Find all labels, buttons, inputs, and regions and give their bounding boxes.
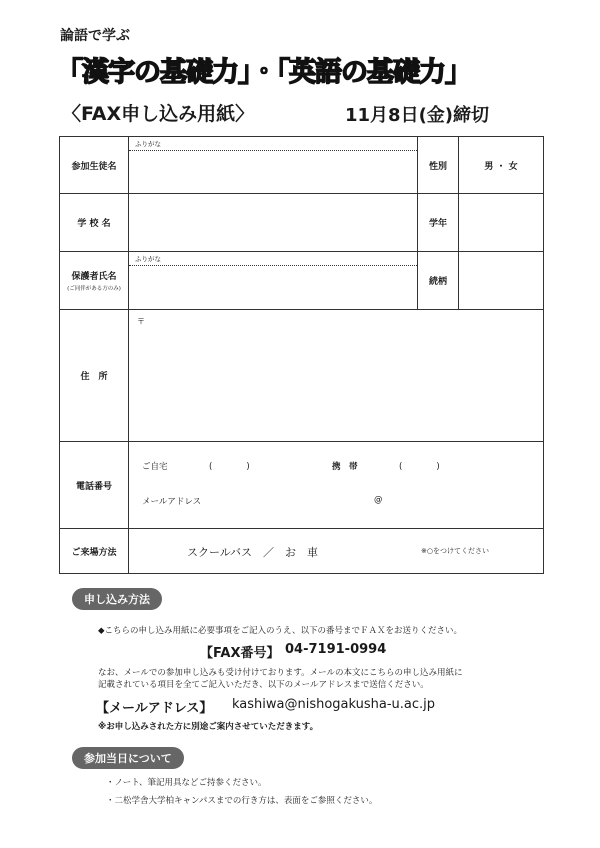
fax-label: 【FAX番号】 xyxy=(200,646,280,661)
student-name-label: 参加生徒名 xyxy=(60,137,129,194)
form-title: 〈FAX申し込み用紙〉 xyxy=(62,103,255,125)
apply-method-heading: 申し込み方法 xyxy=(72,588,162,610)
deadline: 11月8日(金)締切 xyxy=(345,105,490,126)
apply-instruction: ◆こちらの申し込み用紙に必要事項をご記入のうえ、以下の番号までＦＡＸをお送りください。 xyxy=(98,626,463,636)
event-day-item-1: ・ノート、筆記用具などご持参ください。 xyxy=(106,778,267,788)
mobile-paren: ( ) xyxy=(399,462,440,472)
mobile-label: 携 帯 xyxy=(332,462,358,472)
gender-choice[interactable]: 男 ・ 女 xyxy=(459,137,544,194)
guardian-label: 保護者氏名 xyxy=(71,272,117,282)
school-label: 学 校 名 xyxy=(60,194,129,252)
transport-label: ご来場方法 xyxy=(60,529,129,574)
mail-note-line-2: 記載されている項目を全てご記入いただき、以下のメールアドレスまで送信ください。 xyxy=(98,680,429,690)
relation-label: 続柄 xyxy=(418,252,459,310)
guardian-label-cell xyxy=(60,252,129,310)
confirm-note: ※お申し込みされた方に別途ご案内させていただきます。 xyxy=(98,722,319,732)
relation-field[interactable] xyxy=(459,252,544,310)
main-title: 「漢字の基礎力」・「英語の基礎力」 xyxy=(56,57,471,88)
school-field[interactable] xyxy=(129,194,418,252)
phone-email-field[interactable] xyxy=(129,442,544,529)
furigana-label: ふりがな xyxy=(135,140,161,148)
grade-label: 学年 xyxy=(418,194,459,252)
mail-address-link[interactable]: kashiwa@nishogakusha-u.ac.jp xyxy=(232,697,436,712)
furigana-label: ふりがな xyxy=(135,255,161,263)
mail-note-line-1: なお、メールでの参加申し込みも受け付けております。メールの本文にこちらの申し込み用紙に xyxy=(98,668,463,678)
mail-label: 【メールアドレス】 xyxy=(96,701,213,716)
application-form-table xyxy=(59,136,544,574)
phone-label: 電話番号 xyxy=(60,442,129,529)
postal-mark: 〒 xyxy=(137,317,145,326)
transport-field[interactable] xyxy=(129,529,544,574)
student-name-field[interactable] xyxy=(129,137,418,194)
address-label: 住 所 xyxy=(60,310,129,442)
event-day-heading: 参加当日について xyxy=(72,747,184,769)
transport-options[interactable]: スクールバス ／ お 車 xyxy=(187,546,319,559)
email-label: メールアドレス xyxy=(142,497,202,507)
transport-note: ※○をつけてください xyxy=(421,547,489,555)
fax-number: 04-7191-0994 xyxy=(285,642,387,657)
gender-label: 性別 xyxy=(418,137,459,194)
at-mark: @ xyxy=(374,495,383,505)
guardian-field[interactable] xyxy=(129,252,418,310)
address-field[interactable] xyxy=(129,310,544,442)
dotted-divider xyxy=(129,265,417,266)
home-phone-label: ご自宅 xyxy=(142,462,168,472)
guardian-note: (ご同伴がある方のみ) xyxy=(67,286,121,292)
home-phone-paren: ( ) xyxy=(209,462,250,472)
dotted-divider xyxy=(129,150,417,151)
grade-field[interactable] xyxy=(459,194,544,252)
event-day-item-2: ・二松学舎大学柏キャンパスまでの行き方は、表面をご参照ください。 xyxy=(106,796,378,806)
subtitle: 論語で学ぶ xyxy=(60,28,130,44)
